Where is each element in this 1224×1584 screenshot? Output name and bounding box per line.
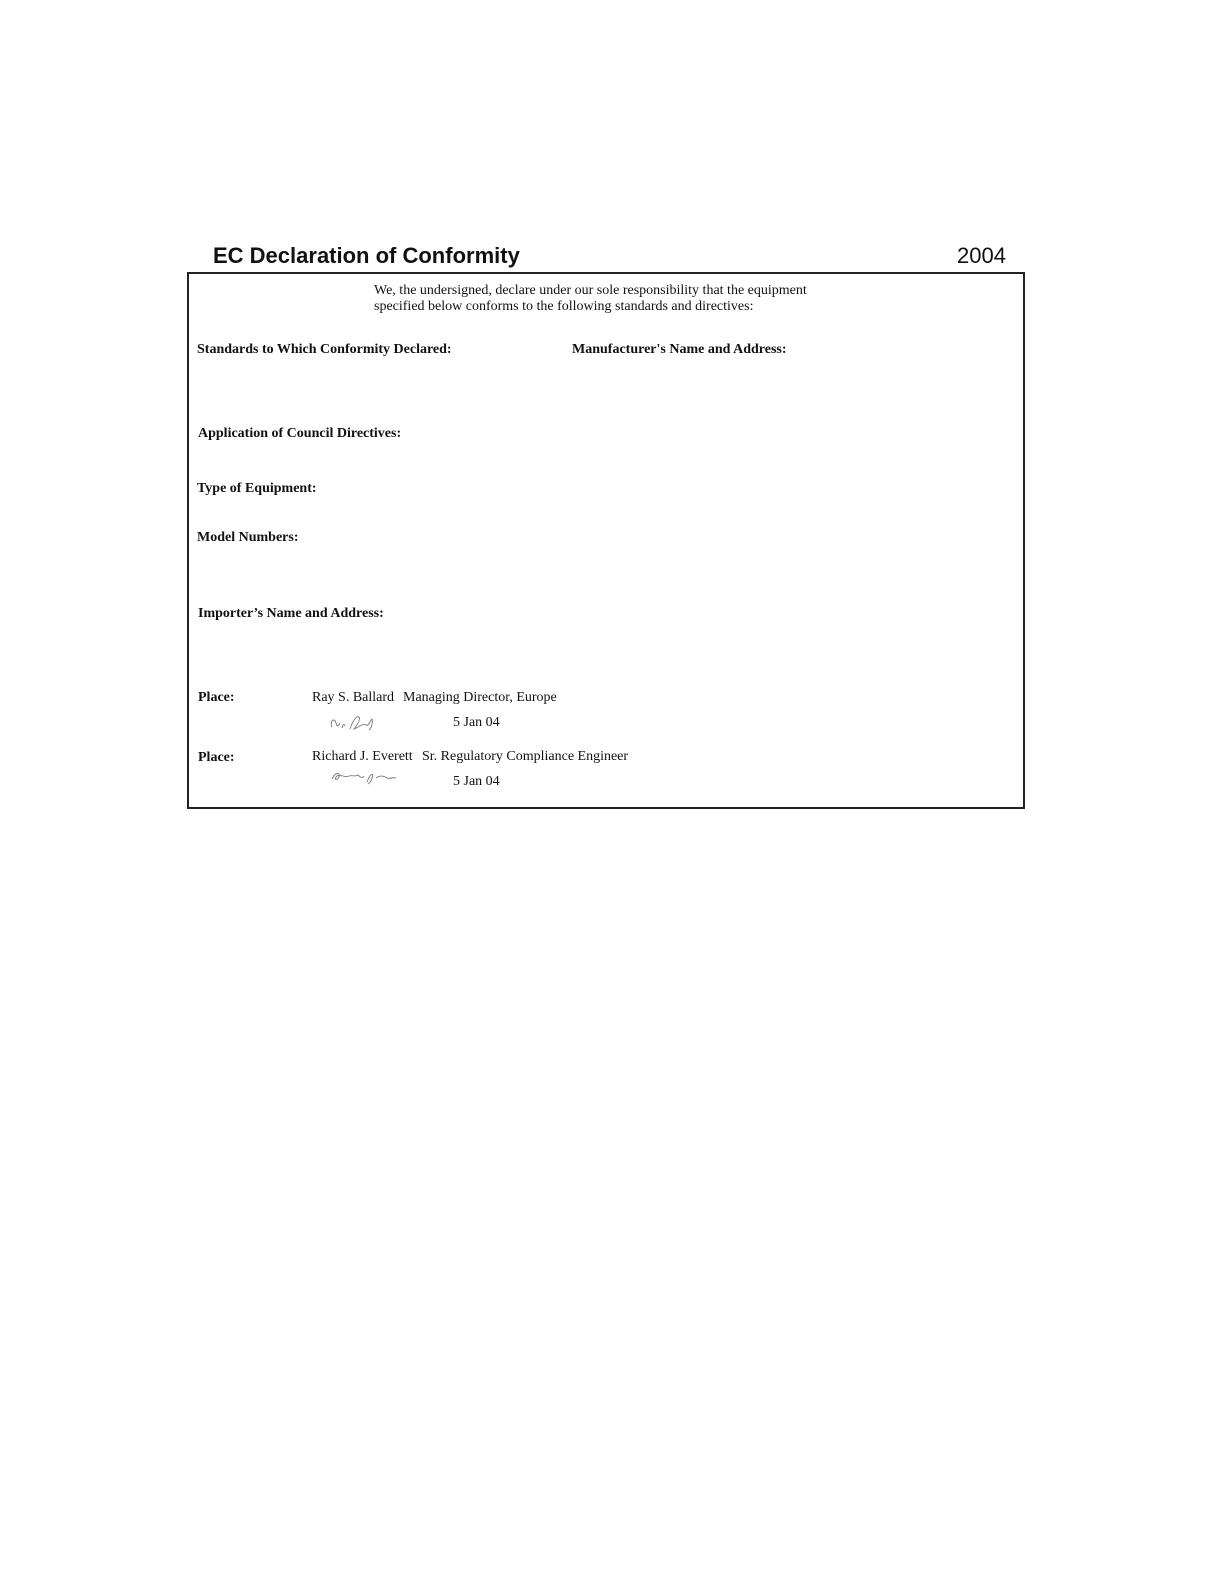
intro-line-1: We, the undersigned, declare under our sole responsibility that the equipment [374,283,807,298]
signatory-title-2: Sr. Regulatory Compliance Engineer [422,749,629,764]
equipment-type-label: Type of Equipment: [197,481,317,496]
signatory-title-1: Managing Director, Europe [403,690,557,705]
signature-date-1: 5 Jan 04 [453,715,500,730]
model-numbers-label: Model Numbers: [197,530,299,545]
directives-label: Application of Council Directives: [198,426,402,441]
place-label-1: Place: [198,690,235,705]
importer-label: Importer’s Name and Address: [198,606,384,621]
signatory-name-2: Richard J. Everett [312,749,413,764]
declaration-intro [374,283,807,315]
document-title: EC Declaration of Conformity [213,243,520,268]
document-year: 2004 [957,243,1006,268]
manufacturer-label: Manufacturer's Name and Address: [572,342,787,357]
signature-date-2: 5 Jan 04 [453,774,500,789]
intro-line-2: specified below conforms to the following standards and directives: [374,299,754,314]
handwritten-signature-1 [326,711,378,735]
standards-label: Standards to Which Conformity Declared: [197,342,452,357]
place-label-2: Place: [198,750,235,765]
handwritten-signature-2 [329,767,401,787]
signatory-name-1: Ray S. Ballard [312,690,395,705]
